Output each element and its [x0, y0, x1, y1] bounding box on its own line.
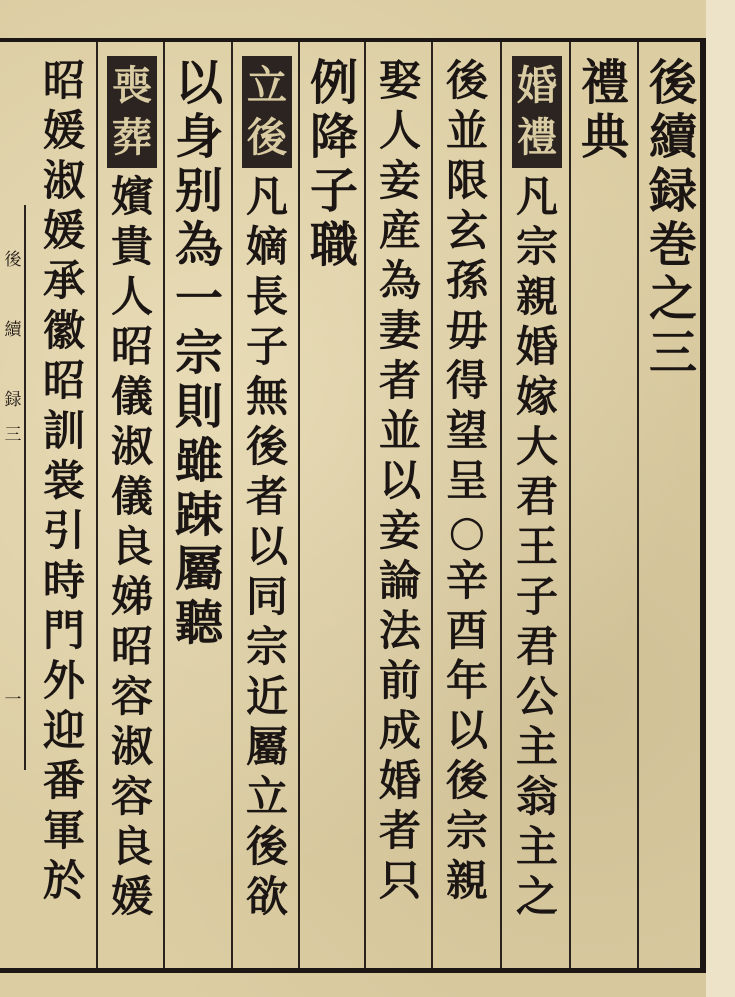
column-text: 後 續 録 巻 之 三	[648, 55, 697, 381]
text-column	[35, 56, 93, 956]
text-column	[238, 56, 296, 956]
text-column	[371, 56, 429, 956]
column-text: 嬪 貴 人 昭 儀 淑 儀 良 娣 昭 容 淑 容 良 媛	[110, 172, 153, 921]
column-rule	[96, 42, 98, 968]
column-text: 禮 典	[580, 55, 629, 165]
running-head-char: 録	[4, 390, 22, 410]
running-head-char: 後	[4, 250, 22, 270]
column-rule	[163, 42, 165, 968]
column-text: 凡 嫡 長 子 無 後 者 以 同 宗 近 屬 立 後 欲	[245, 172, 288, 921]
margin-running-head	[0, 205, 26, 770]
column-rule	[569, 42, 571, 968]
section-label: 喪 葬	[107, 56, 157, 168]
section-label: 婚 禮	[512, 56, 562, 168]
text-column	[508, 56, 566, 956]
text-column	[438, 56, 496, 956]
column-text: 娶 人 妾 産 為 妻 者 並 以 妾 論 法 前 成 婚 者 只	[378, 56, 421, 905]
column-rule	[364, 42, 366, 968]
column-rule	[637, 42, 639, 968]
running-head-char: 三	[4, 425, 22, 445]
text-column	[103, 56, 161, 956]
running-head-char: 續	[4, 320, 22, 340]
column-rule	[500, 42, 502, 968]
column-text: 例 降 子 職	[309, 55, 358, 273]
column-text: 凡 宗 親 婚 嫁 大 君 王 子 君 公 主 翁 主 之	[515, 172, 558, 921]
section-label: 立 後	[242, 56, 292, 168]
section-title-column	[576, 56, 634, 956]
text-column	[305, 56, 363, 956]
folio-number: 一	[4, 690, 22, 710]
page-edge	[706, 0, 735, 997]
column-text: 後 並 限 玄 孫 毋 得 望 呈 ○ 辛 酉 年 以 後 宗 親	[445, 56, 488, 905]
column-rule	[231, 42, 233, 968]
column-rule	[431, 42, 433, 968]
column-rule	[298, 42, 300, 968]
column-text: 以 身 别 為 一 宗 則 雖 踈 屬 聽	[174, 55, 223, 651]
text-column	[170, 56, 228, 956]
volume-title-column	[644, 56, 702, 956]
column-text: 昭 媛 淑 媛 承 徽 昭 訓 裳 引 時 門 外 迎 番 軍 於	[42, 56, 85, 905]
